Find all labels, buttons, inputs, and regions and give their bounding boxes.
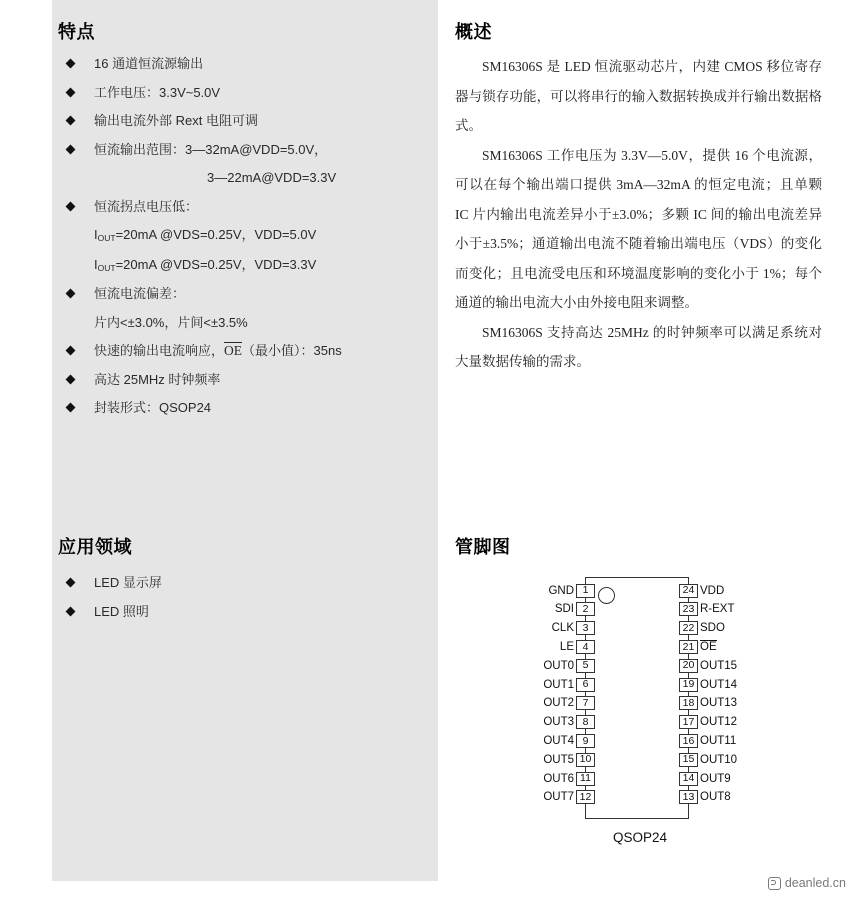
pin-label: SDI [554, 603, 574, 616]
features-list [64, 50, 434, 423]
iout-symbol: I [94, 227, 98, 242]
list-item-label: 封装形式：QSOP24 [94, 400, 212, 415]
oe-overline-label: OE [224, 343, 243, 358]
watermark-label: deanled.cn [784, 876, 846, 890]
pin-label: OUT14 [700, 678, 738, 691]
diamond-bullet-icon [66, 346, 76, 356]
pin-number: 15 [679, 753, 698, 767]
oe-line-prefix: 快速的输出电流响应， [94, 343, 225, 358]
pin-row-left-2 [495, 602, 595, 617]
list-item [64, 50, 434, 79]
pin-number: 17 [679, 715, 698, 729]
pin-label: OUT15 [700, 659, 738, 672]
pin-row-right-18 [679, 696, 799, 711]
pin-number: 22 [679, 621, 698, 635]
diamond-bullet-icon [66, 59, 76, 69]
pin-row-left-11 [495, 771, 595, 786]
pin-label: OUT2 [543, 697, 574, 710]
pin-row-left-3 [495, 621, 595, 636]
overview-paragraph: SM16306S 工作电压为 3.3V—5.0V，提供 16 个电流源，可以在每个输出端口提供 3mA—32mA 的恒定电流；且单颗 IC 片内输出电流差异小于±3.0%；多颗 IC 间的输出电流差异小于±3.5%；通道输出电流不随着输出端电压（VDS）的变化而变化；且电流受电压和环境温度影响的变化小于 1%；每个通道的输出电流大小由外接电阻来调整。 [455, 147, 822, 310]
list-item [64, 280, 434, 309]
site-watermark [768, 876, 846, 890]
pin-number: 5 [576, 659, 595, 673]
applications-list [64, 569, 384, 626]
list-item [64, 394, 434, 423]
pin-row-right-14 [679, 771, 799, 786]
pin-label-overline: OE [700, 640, 717, 653]
pin-diagram [455, 565, 835, 865]
iout-subscript: OUT [97, 233, 116, 243]
pin-number: 24 [679, 584, 698, 598]
pinout-section-title: 管脚图 [455, 537, 511, 557]
pin-number: 23 [679, 602, 698, 616]
pin-label: GND [548, 584, 574, 597]
pin-label: R-EXT [700, 603, 735, 616]
pin-label: OUT3 [543, 716, 574, 729]
pin-row-right-15 [679, 752, 799, 767]
pin-label: OUT7 [543, 791, 574, 804]
pin-label: CLK [551, 622, 574, 635]
iout-value: =20mA @VDS=0.25V，VDD=5.0V [115, 227, 317, 242]
pin-label: LE [559, 640, 574, 653]
pin-row-right-20 [679, 658, 799, 673]
list-item-label: LED 显示屏 [94, 575, 162, 590]
pin-row-right-22 [679, 621, 799, 636]
list-item [64, 569, 384, 598]
diamond-bullet-icon [66, 374, 76, 384]
pin-number: 1 [576, 584, 595, 598]
diamond-bullet-icon [66, 403, 76, 413]
overview-paragraph: SM16306S 支持高达 25MHz 的时钟频率可以满足系统对大量数据传输的需求。 [455, 324, 822, 369]
pin-row-right-17 [679, 715, 799, 730]
diamond-bullet-icon [66, 201, 76, 211]
pin-row-left-1 [495, 583, 595, 598]
pin-label: OUT10 [700, 753, 738, 766]
list-item [64, 136, 434, 165]
pin-row-right-24 [679, 583, 799, 598]
pin-label: OUT6 [543, 772, 574, 785]
pin-label: OUT9 [700, 772, 731, 785]
pin-row-left-5 [495, 658, 595, 673]
list-item-label: 输出电流外部 Rext 电阻可调 [94, 113, 258, 128]
pin-label: OUT8 [700, 791, 731, 804]
pin-label: OUT0 [543, 659, 574, 672]
pin-label: OUT5 [543, 753, 574, 766]
pin-number: 21 [679, 640, 698, 654]
pin-row-right-16 [679, 733, 799, 748]
pin-number: 2 [576, 602, 595, 616]
diamond-bullet-icon [66, 144, 76, 154]
list-item-label: 工作电压：3.3V~5.0V [94, 84, 221, 100]
pin-number: 3 [576, 621, 595, 635]
list-item-label: LED 照明 [94, 603, 149, 619]
overview-section-title: 概述 [455, 22, 492, 42]
pin-label: VDD [700, 584, 725, 597]
list-item-label: 恒流拐点电压低： [94, 198, 199, 214]
pin-label: OUT1 [543, 678, 574, 691]
pin-row-right-13 [679, 790, 799, 805]
list-item [64, 107, 434, 136]
pin-label: OUT11 [700, 734, 737, 747]
pin-row-right-21 [679, 639, 799, 654]
diamond-bullet-icon [66, 87, 76, 97]
diamond-bullet-icon [66, 289, 76, 299]
list-item [64, 193, 434, 222]
list-item-label: 高达 25MHz 时钟频率 [94, 371, 221, 387]
pin-label [700, 641, 717, 653]
pin-number: 4 [576, 640, 595, 654]
pin-number: 12 [576, 790, 595, 804]
pin-label: OUT4 [543, 734, 574, 747]
pin-label: OUT13 [700, 697, 738, 710]
pin-row-right-19 [679, 677, 799, 692]
pin-number: 16 [679, 734, 698, 748]
iout-spec-line-2 [64, 251, 434, 281]
list-item-label: 恒流输出范围：3—32mA@VDD=5.0V， [94, 141, 328, 157]
pin-row-right-23 [679, 602, 799, 617]
pin-number: 9 [576, 734, 595, 748]
list-item-label: 恒流电流偏差： [94, 286, 186, 301]
pin-row-left-6 [495, 677, 595, 692]
pin-number: 19 [679, 678, 698, 692]
pin-number: 14 [679, 772, 698, 786]
list-item [64, 79, 434, 108]
iout-symbol: I [94, 256, 98, 272]
pin-row-left-12 [495, 790, 595, 805]
list-item-continuation: 3—22mA@VDD=3.3V [207, 170, 337, 185]
list-item-label: 16 通道恒流源输出 [94, 56, 204, 71]
pin-number: 20 [679, 659, 698, 673]
pin-row-left-9 [495, 733, 595, 748]
diamond-bullet-icon [66, 578, 76, 588]
pin-number: 6 [576, 678, 595, 692]
pin-number: 11 [576, 772, 595, 786]
oe-line-suffix: （最小值）：35ns [242, 343, 342, 358]
overview-paragraph: SM16306S 是 LED 恒流驱动芯片，内建 CMOS 移位寄存器与锁存功能，可以将串行的输入数据转换成并行输出数据格式。 [455, 59, 822, 133]
list-item [64, 366, 434, 395]
iout-subscript: OUT [97, 262, 116, 273]
applications-section-title: 应用领域 [58, 537, 132, 557]
deanled-logo-icon [768, 877, 781, 890]
pin-number: 13 [679, 790, 698, 804]
iout-spec-line-1 [64, 221, 434, 251]
pin-number: 8 [576, 715, 595, 729]
pin-row-left-7 [495, 696, 595, 711]
pin-number: 18 [679, 696, 698, 710]
pin-row-left-10 [495, 752, 595, 767]
pin-row-left-8 [495, 715, 595, 730]
package-name-caption: QSOP24 [612, 830, 668, 845]
diamond-bullet-icon [66, 116, 76, 126]
pin-row-left-4 [495, 639, 595, 654]
list-item-continuation: 片内<±3.0%，片间<±3.5% [94, 314, 248, 330]
features-section-title: 特点 [58, 22, 95, 42]
list-item [64, 598, 384, 627]
pin-number: 10 [576, 753, 595, 767]
ic-package-body [585, 577, 689, 819]
diamond-bullet-icon [66, 606, 76, 616]
pin1-dot-marker [598, 587, 615, 604]
pin-number: 7 [576, 696, 595, 710]
pin-label: OUT12 [700, 716, 738, 729]
iout-value: =20mA @VDS=0.25V，VDD=3.3V [115, 256, 317, 272]
overview-body [455, 52, 822, 377]
list-item-oe-response [64, 337, 434, 366]
pin-label: SDO [700, 622, 725, 635]
